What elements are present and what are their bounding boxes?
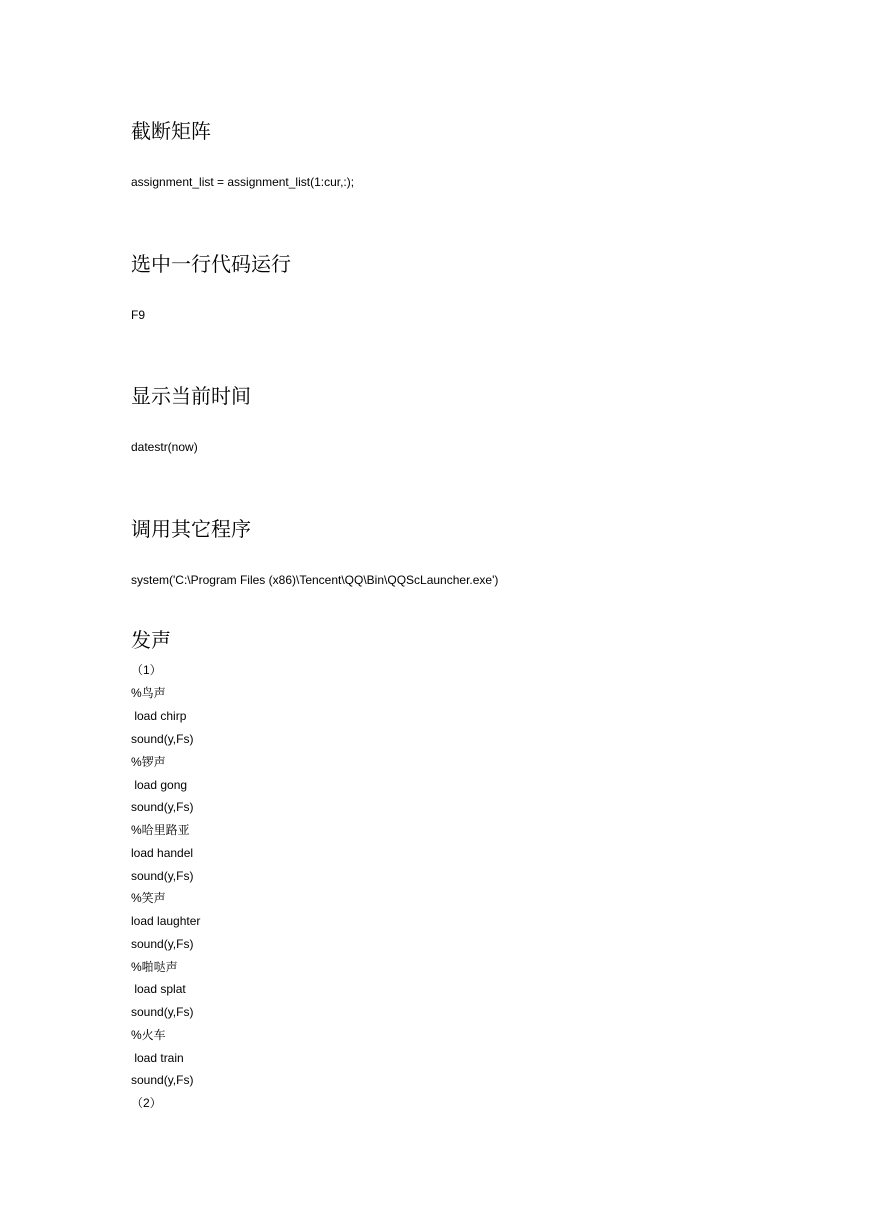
sound-line: sound(y,Fs): [131, 1073, 194, 1087]
sound-line: load laughter: [131, 914, 201, 928]
code-run-selected-line: F9: [131, 308, 146, 322]
heading-truncate-matrix: 截断矩阵: [131, 119, 211, 143]
sound-line: （2）: [131, 1096, 162, 1110]
heading-show-current-time: 显示当前时间: [131, 384, 251, 408]
heading-sound: 发声: [131, 628, 171, 652]
sound-line: %锣声: [131, 755, 166, 769]
sound-line: load chirp: [131, 709, 187, 723]
sound-line: %火车: [131, 1028, 166, 1042]
sound-line: %哈里路亚: [131, 823, 190, 837]
sound-line: load handel: [131, 846, 194, 860]
code-truncate-matrix: assignment_list = assignment_list(1:cur,:);: [131, 175, 355, 189]
sound-line: %笑声: [131, 891, 166, 905]
heading-run-selected-line: 选中一行代码运行: [131, 252, 291, 276]
sound-line: load splat: [131, 982, 186, 996]
heading-call-other-program: 调用其它程序: [131, 517, 251, 541]
sound-line: （1）: [131, 663, 162, 677]
sound-line: %鸟声: [131, 686, 166, 700]
sound-line: sound(y,Fs): [131, 937, 194, 951]
code-show-current-time: datestr(now): [131, 440, 198, 454]
sound-line: sound(y,Fs): [131, 732, 194, 746]
code-call-other-program: system('C:\Program Files (x86)\Tencent\QQ\Bin\QQScLauncher.exe'): [131, 573, 499, 587]
sound-line: sound(y,Fs): [131, 869, 194, 883]
sound-line: load train: [131, 1051, 184, 1065]
sound-line: sound(y,Fs): [131, 800, 194, 814]
sound-line: %啪哒声: [131, 960, 178, 974]
sound-line: sound(y,Fs): [131, 1005, 194, 1019]
sound-line: load gong: [131, 778, 188, 792]
